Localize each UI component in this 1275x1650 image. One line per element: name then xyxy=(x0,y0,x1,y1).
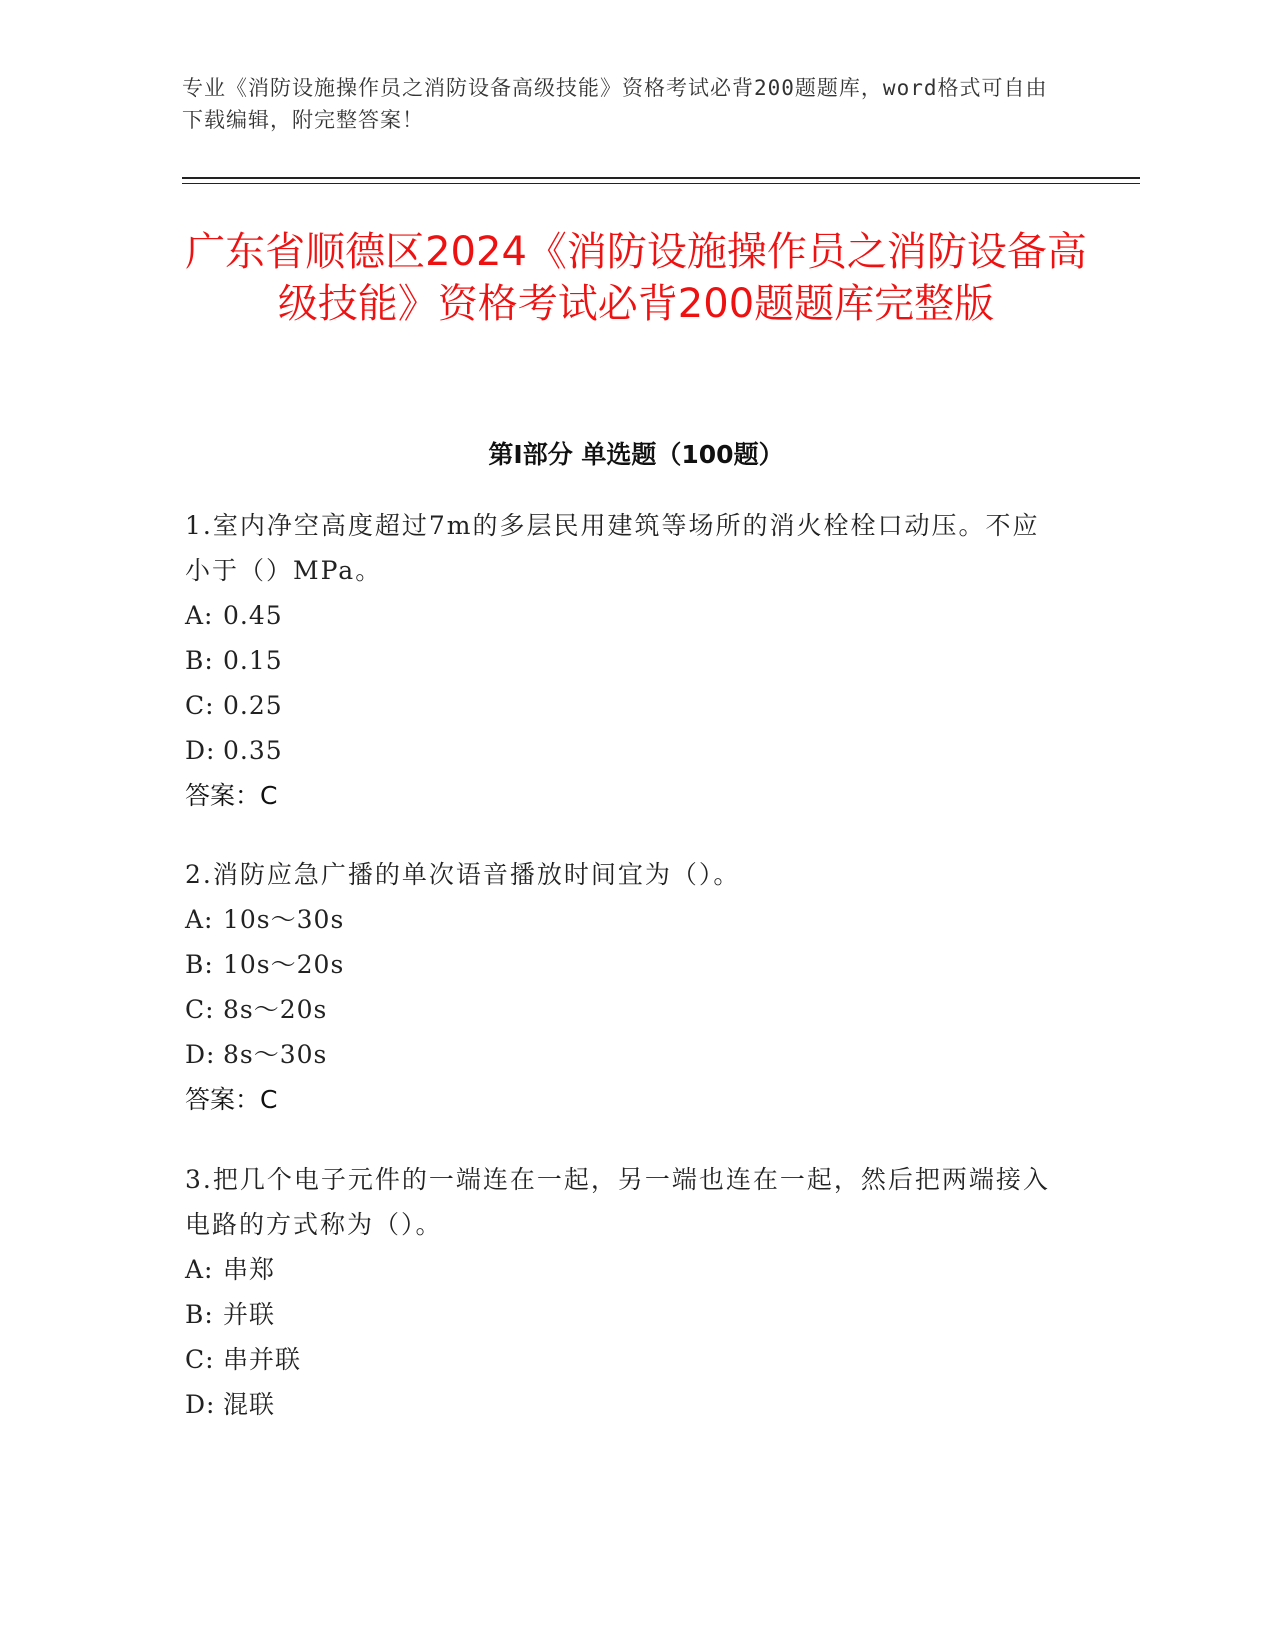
option-text: 混联 xyxy=(223,1390,276,1419)
answer-line xyxy=(185,773,1065,818)
option-key: A: xyxy=(185,601,214,630)
option-text: 0.25 xyxy=(223,691,283,720)
option-key: B: xyxy=(185,1300,214,1329)
option-d xyxy=(185,728,1065,773)
option-key: A: xyxy=(185,1255,214,1284)
option-key: B: xyxy=(185,646,214,675)
option-text: 10s～30s xyxy=(223,905,345,934)
answer-line xyxy=(185,1077,1065,1122)
answer-value: C xyxy=(260,1085,278,1114)
option-text: 8s～30s xyxy=(223,1040,328,1069)
option-key: D: xyxy=(185,1040,216,1069)
question-stem: 1.室内净空高度超过7m的多层民用建筑等场所的消火栓栓口动压。不应小于（）MPa。 xyxy=(185,511,1040,585)
option-c xyxy=(185,1337,1065,1382)
option-b xyxy=(185,638,1065,683)
option-text: 串郑 xyxy=(223,1255,276,1284)
option-text: 0.45 xyxy=(223,601,283,630)
question-3 xyxy=(185,1157,1065,1427)
answer-prefix: 答案： xyxy=(185,781,261,810)
option-c xyxy=(185,683,1065,728)
option-key: C: xyxy=(185,1345,215,1374)
option-text: 10s～20s xyxy=(223,950,345,979)
question-2 xyxy=(185,852,1065,1122)
option-key: D: xyxy=(185,736,216,765)
option-key: C: xyxy=(185,691,215,720)
question-stem: 3.把几个电子元件的一端连在一起，另一端也连在一起，然后把两端接入电路的方式称为（）。 xyxy=(185,1165,1050,1239)
option-b xyxy=(185,942,1065,987)
header-rule-thin xyxy=(182,183,1140,184)
option-a xyxy=(185,1247,1065,1292)
option-text: 串并联 xyxy=(223,1345,302,1374)
option-key: C: xyxy=(185,995,215,1024)
option-key: B: xyxy=(185,950,214,979)
question-stem: 2.消防应急广播的单次语音播放时间宜为（）。 xyxy=(185,860,741,889)
option-c xyxy=(185,987,1065,1032)
option-text: 8s～20s xyxy=(223,995,328,1024)
option-key: A: xyxy=(185,905,214,934)
option-b xyxy=(185,1292,1065,1337)
option-text: 0.15 xyxy=(223,646,283,675)
option-a xyxy=(185,897,1065,942)
option-key: D: xyxy=(185,1390,216,1419)
option-d xyxy=(185,1382,1065,1427)
option-text: 0.35 xyxy=(223,736,283,765)
header-note: 专业《消防设施操作员之消防设备高级技能》资格考试必背200题题库，word格式可自由下载编辑，附完整答案！ xyxy=(182,76,1048,132)
question-1 xyxy=(185,503,1065,818)
option-a xyxy=(185,593,1065,638)
answer-value: C xyxy=(260,781,278,810)
document-title: 广东省顺德区2024《消防设施操作员之消防设备高级技能》资格考试必背200题题库完整版 xyxy=(185,229,1087,327)
section-heading: 第Ⅰ部分 单选题（100题） xyxy=(488,440,784,469)
answer-prefix: 答案： xyxy=(185,1085,261,1114)
option-text: 并联 xyxy=(223,1300,276,1329)
option-d xyxy=(185,1032,1065,1077)
header-rule-thick xyxy=(182,177,1140,179)
